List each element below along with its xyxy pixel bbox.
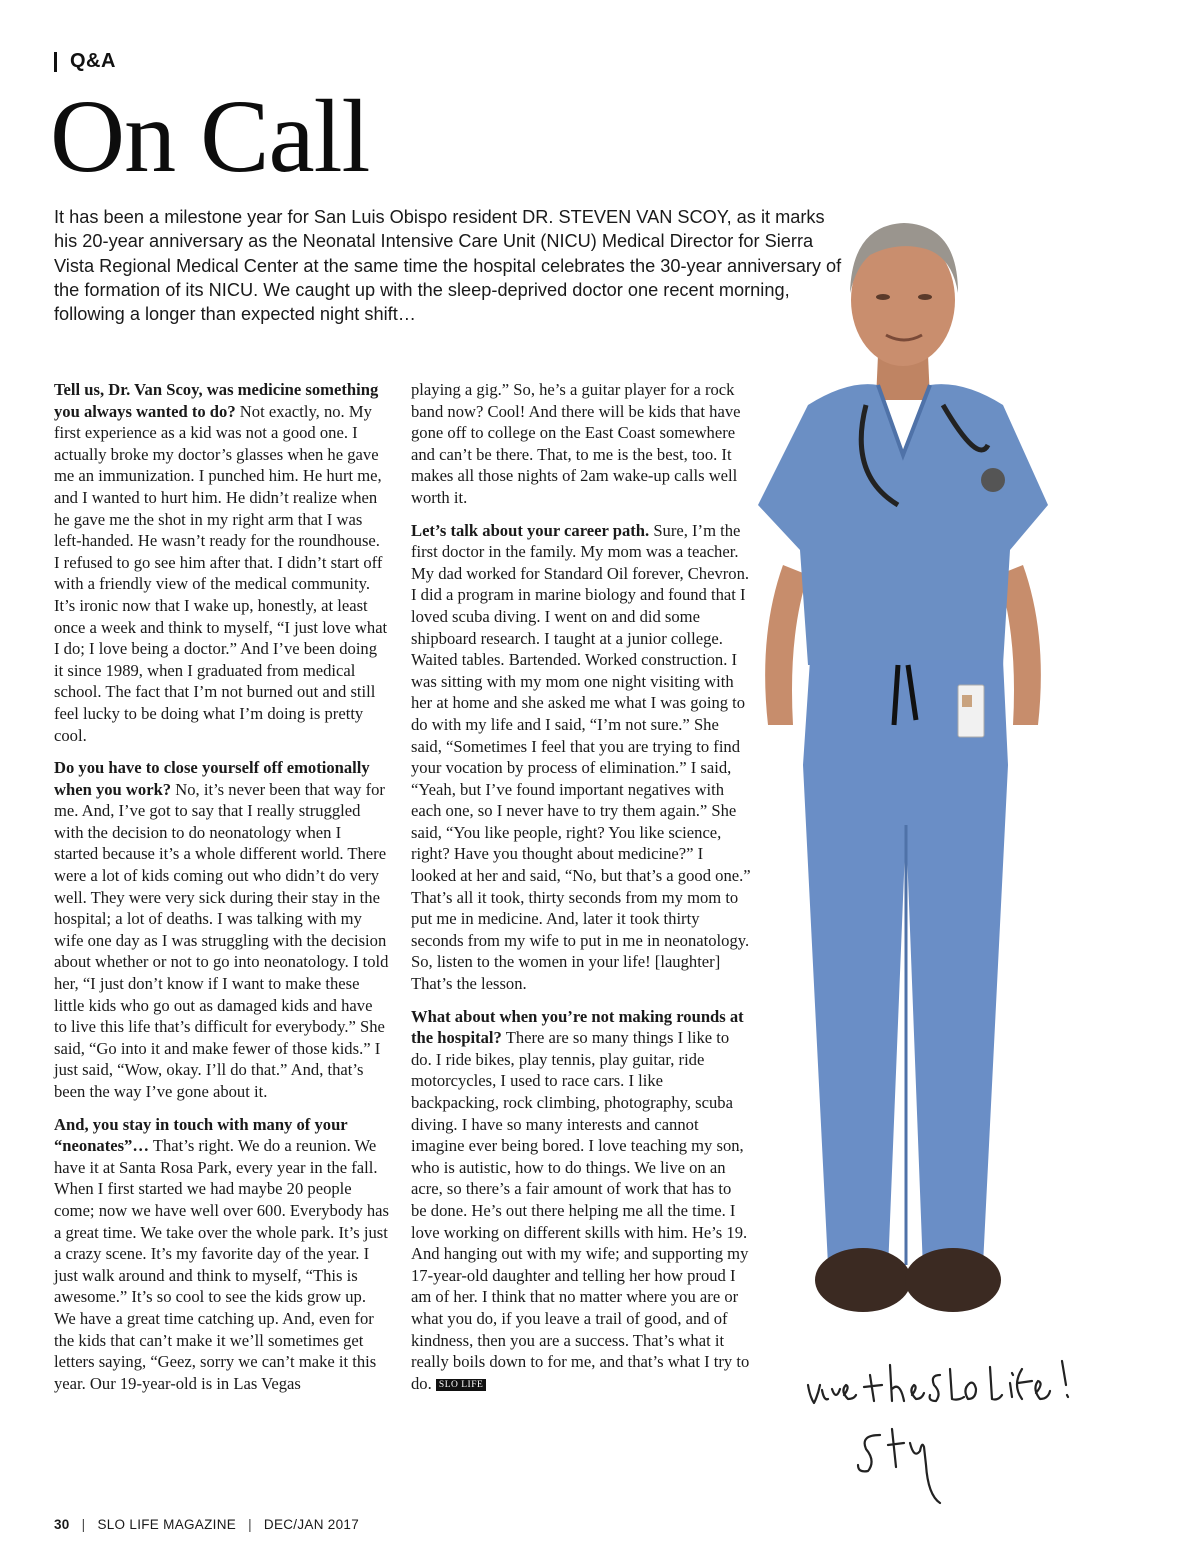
question-5: What about when you’re not making rounds at the hospital?	[411, 1006, 744, 1048]
doctor-illustration	[758, 223, 1048, 1312]
question-3: And, you stay in touch with many of your “neonates”…	[54, 1114, 348, 1156]
end-mark: SLO LIFE	[436, 1379, 486, 1391]
section-tag	[54, 50, 116, 73]
issue-date: DEC/JAN 2017	[263, 1517, 360, 1532]
answer-4: Sure, I’m the first doctor in the family. My mom was a teacher. My dad worked for Standard Oil forever, Chevron. I did a program in marine biology and found that I loved scuba diving. I went on and did some shipboard research. I taught at a junior college. Waited tables. Bartended. Worked construction. I was sitting with my mom one night visiting with her at home and she asked me what I was going to do with my life and I said, “I’m not sure.” She said, “Sometimes I feel that you are trying to find your vocation by process of elimination.” I said, “Yeah, but I’ve found important negatives with each one, so I never have to try them again.” She said, “You like people, right? You like science, right? Have you thought about medicine?” I looked at her and said, “No, but that’s a good one.” That’s all it took, thirty seconds from my mom to put me in medicine. And, later it took thirty seconds from my wife to put in me in neonatology. So, listen to the women in your life! [laughter] That’s the lesson.	[411, 520, 751, 994]
section-tag-label: Q&A	[70, 50, 116, 72]
answer-2: No, it’s never been that way for me. And, I’ve got to say that I really struggled with the decision to do neonatology when I started because it’s a whole different world. There were a lot of kids coming out who didn’t do very well. They were very sick during their stay in the hospital; a lot of deaths. I was talking with my wife one day as I was struggling with the decision about whether or not to go into neonatology. I told her, “I just don’t know if I want to make these little kids who go out as damaged kids and have to live this life that’s difficult for everybody.” She said, “Go into it and make fewer of those kids.” I just said, “Wow, okay. I’ll do that.” And, that’s been the way I’ve gone about it.	[54, 779, 389, 1101]
question-1: Tell us, Dr. Van Scoy, was medicine something you always wanted to do?	[54, 380, 379, 421]
section-tag-bar	[54, 52, 57, 72]
article-title: On Call	[50, 79, 370, 194]
answer-5: There are so many things I like to do. I ride bikes, play tennis, play guitar, ride motorcycles, I used to race cars. I like backpacking, rock climbing, photography, scuba diving. I have so many interests and cannot imagine ever being bored. I love teaching my son, who is autistic, how to do things. We live on an acre, so there’s a fair amount of work that has to be done. He’s out there helping me all the time. I love working on different skills with him. He’s 19. And hanging out with my wife; and supporting my 17-year-old daughter and telling her how proud I am of her. I think that no matter where you are or what you do, if you leave a trail of good, and of kindness, then you are a success. That’s what it really boils down to for me, and that’s what I try to do.	[411, 1028, 750, 1393]
magazine-name: SLO LIFE MAGAZINE	[97, 1517, 237, 1532]
footer-separator: |	[248, 1517, 252, 1532]
qa-block-3	[54, 1114, 389, 1395]
qa-block-2	[54, 757, 389, 1103]
handwritten-signature	[800, 1355, 1090, 1505]
question-4: Let’s talk about your career path.	[411, 520, 650, 540]
article-intro: It has been a milestone year for San Luis Obispo resident DR. STEVEN VAN SCOY, as it marks his 20-year anniversary as the Neonatal Intensive Care Unit (NICU) Medical Director for Sierra Vista Regional Medical Center at the same time the hospital celebrates the 30-year anniversary of the formation of its NICU. We caught up with the sleep-deprived doctor one recent morning, following a longer than expected night shift…	[54, 207, 842, 325]
footer-separator: |	[81, 1517, 86, 1532]
text-column-middle	[411, 379, 751, 1405]
answer-3-continued: playing a gig.” So, he’s a guitar player for a rock band now? Cool! And there will be kids that have gone off to college on the East Coast somewhere and can’t be there. That, to me is the best, too. It makes all those nights of 2am wake-up calls well worth it.	[411, 380, 741, 507]
text-column-left	[54, 379, 389, 1405]
question-2: Do you have to close yourself off emotionally when you work?	[54, 758, 370, 799]
qa-block-3-continued	[411, 379, 751, 509]
page-footer	[54, 1517, 359, 1532]
answer-1: Not exactly, no. My first experience as a kid was not a good one. I actually broke my doctor’s glasses when he gave me an immunization. I punched him. He hurt me, and I wanted to hurt him. He didn’t realize when he gave me the shot in my right arm that I was left-handed. He wasn’t ready for the roundhouse. I refused to go see him after that. I didn’t start off with a friendly view of the medical community. It’s ironic now that I wake up, honestly, at least once a week and think to myself, “I just love what I do; I love being a doctor.” And I’ve been doing it since 1989, when I graduated from medical school. The fact that I’m not burned out and still feel lucky to be doing what I’m doing is pretty cool.	[54, 401, 388, 745]
answer-3: That’s right. We do a reunion. We have it at Santa Rosa Park, every year in the fall. When I first started we had maybe 20 people come; now we have well over 600. Everybody has a great time. We take over the whole park. It’s just a crazy scene. It’s my favorite day of the year. I just walk around and think to myself, “This is awesome.” It’s so cool to see the kids grow up. We have a great time catching up. And, even for the kids that can’t make it we’ll sometimes get letters saying, “Geez, sorry we can’t make it this year. Our 19-year-old is in Las Vegas	[54, 1136, 390, 1393]
qa-block-4	[411, 520, 751, 995]
page-number: 30	[54, 1517, 70, 1532]
doctor-photo	[748, 205, 1058, 1335]
qa-block-1	[54, 379, 389, 746]
qa-block-5	[411, 1006, 751, 1395]
